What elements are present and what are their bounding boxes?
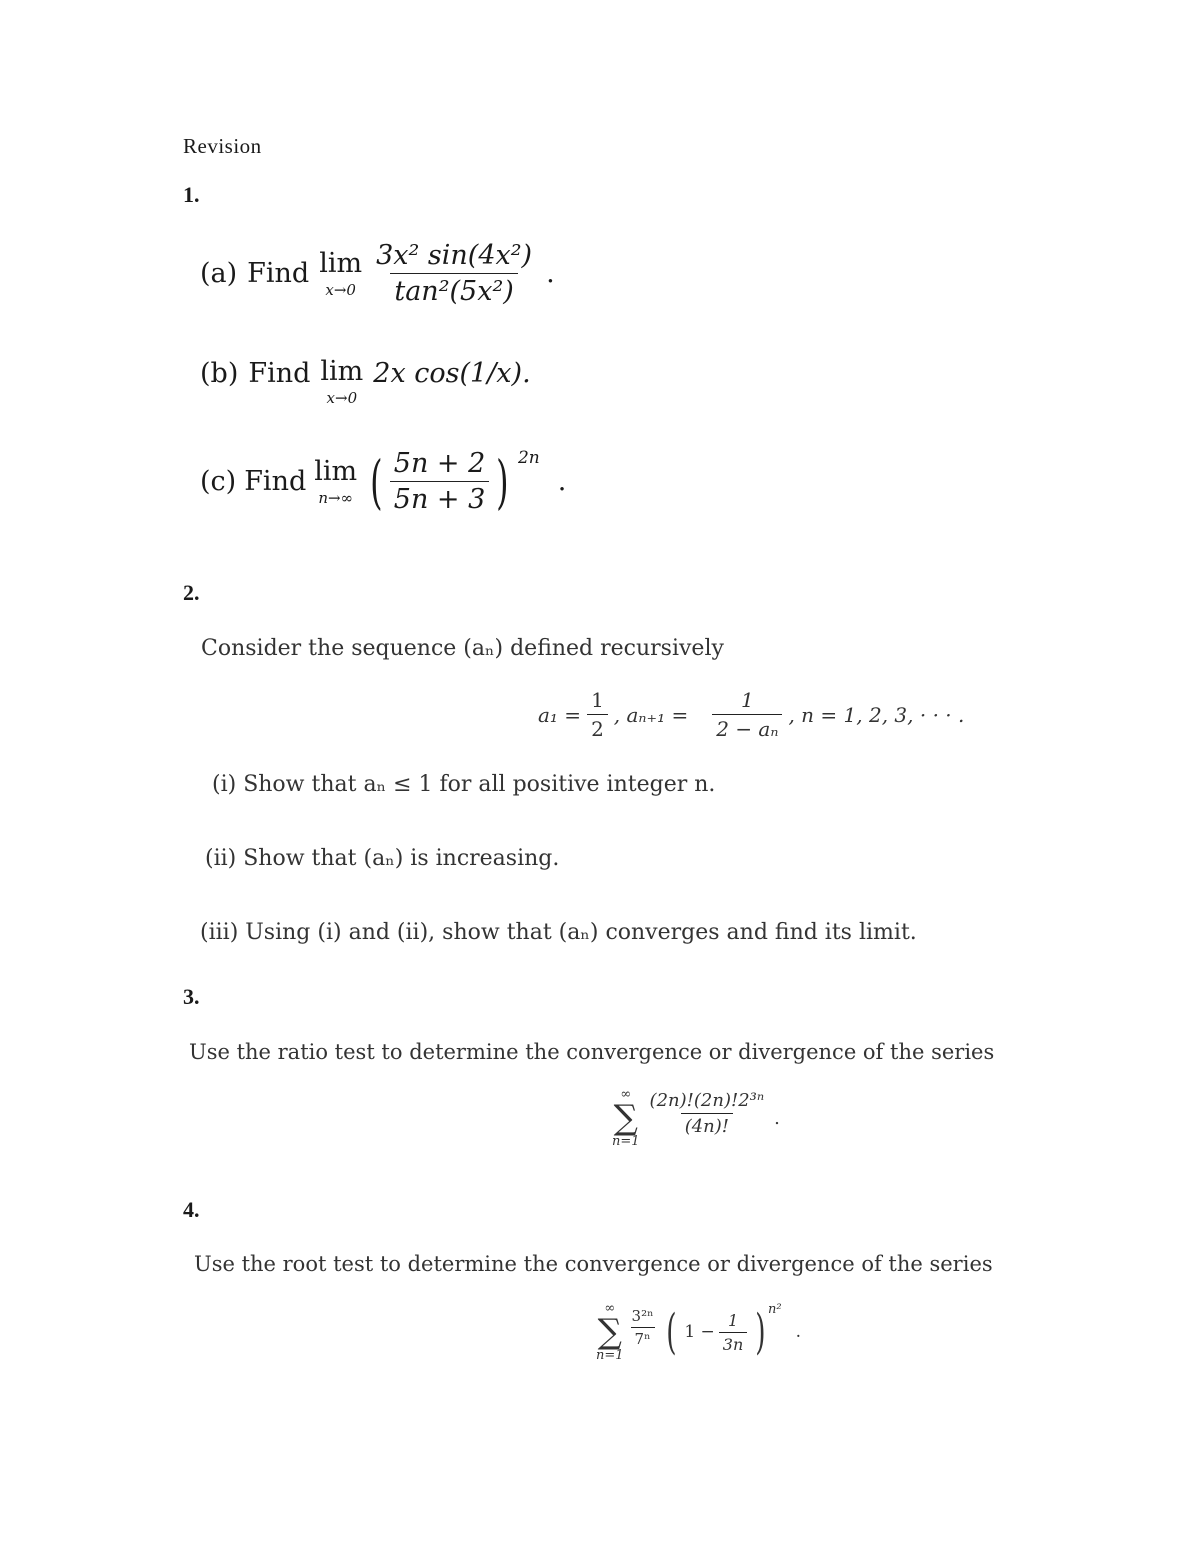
q2-half	[587, 688, 608, 741]
q2-rec-fraction	[712, 688, 782, 741]
q3-intro: Use the ratio test to determine the convergence or divergence of the series	[189, 1040, 995, 1064]
q1c-find: Find	[244, 466, 307, 497]
q2-intro: Consider the sequence (aₙ) defined recursively	[201, 636, 724, 661]
q3-series	[612, 1088, 780, 1148]
q1c-lim-text: lim	[314, 455, 358, 487]
q2-half-den: 2	[587, 714, 608, 741]
q4-inner-den: 3n	[719, 1332, 747, 1354]
q2-part-i: (i) Show that aₙ ≤ 1 for all positive integer n.	[212, 772, 716, 797]
q1a-numerator: 3x² sin(4x²)	[376, 240, 533, 271]
q4-coefficient	[628, 1307, 658, 1348]
q2-rec-tail: , n = 1, 2, 3, · · · .	[788, 702, 965, 727]
q4-left-paren: (	[665, 1304, 677, 1360]
q4-intro: Use the root test to determine the convergence or divergence of the series	[194, 1252, 993, 1276]
q2-an1: , aₙ₊₁ =	[613, 702, 689, 727]
q2-part-iii: (iii) Using (i) and (ii), show that (aₙ) converges and find its limit.	[200, 920, 917, 945]
q1b-label: (b)	[200, 358, 239, 389]
q4-exponent: n²	[768, 1302, 782, 1317]
question-1-number: 1.	[183, 182, 200, 207]
q3-sum	[612, 1088, 640, 1148]
q3-numerator: (2n)!(2n)!2³ⁿ	[649, 1089, 765, 1111]
q1b-expression: 2x cos(1/x).	[373, 358, 531, 389]
q2-part-ii: (ii) Show that (aₙ) is increasing.	[205, 846, 560, 871]
q4-end: .	[795, 1322, 802, 1342]
q1a-find: Find	[247, 258, 310, 289]
q1a-end: .	[546, 258, 555, 289]
sigma-icon: ∑	[613, 1098, 638, 1138]
question-1a	[200, 240, 555, 307]
question-3-number: 3.	[183, 984, 200, 1009]
question-1c	[200, 448, 566, 515]
q1a-fraction	[372, 240, 536, 307]
q1c-fraction	[390, 448, 490, 515]
q1c-label: (c)	[200, 466, 237, 497]
q2-a1: a₁ =	[538, 702, 582, 727]
q1c-numerator: 5n + 2	[393, 448, 486, 479]
q4-sum-bottom: n=1	[596, 1348, 624, 1363]
q2-half-num: 1	[591, 688, 604, 712]
q4-coef-num: 3²ⁿ	[631, 1306, 654, 1325]
page-title: Revision	[183, 134, 262, 158]
q1a-label: (a)	[200, 258, 238, 289]
q1c-lim-sub: n→∞	[318, 488, 354, 507]
q3-fraction	[646, 1090, 769, 1137]
q1c-end: .	[557, 466, 567, 497]
q4-sum	[596, 1302, 624, 1362]
q1c-limit	[314, 455, 358, 507]
q4-inner-num: 1	[727, 1310, 739, 1330]
q3-end: .	[774, 1107, 780, 1129]
q1b-find: Find	[248, 358, 311, 389]
sigma-icon: ∑	[597, 1312, 622, 1352]
q4-coef-den: 7ⁿ	[631, 1327, 655, 1348]
question-1b	[200, 358, 531, 406]
q3-sum-top: ∞	[620, 1087, 632, 1102]
q1a-limit	[319, 247, 363, 299]
q1b-lim-sub: x→0	[326, 389, 358, 407]
q4-series	[596, 1302, 801, 1362]
q1c-exponent: 2n	[517, 448, 540, 468]
q1a-lim-text: lim	[319, 247, 363, 279]
q1c-right-paren: )	[496, 447, 509, 516]
q1b-lim-text: lim	[320, 356, 364, 387]
q3-denominator: (4n)!	[681, 1113, 733, 1137]
q1a-denominator: tan²(5x²)	[390, 273, 517, 307]
q1c-left-paren: (	[370, 447, 383, 516]
q4-sum-top: ∞	[604, 1301, 616, 1316]
q4-right-paren: )	[755, 1304, 766, 1360]
q2-rec-num: 1	[740, 688, 754, 712]
q2-rec-den: 2 − aₙ	[712, 714, 782, 741]
question-2-number: 2.	[183, 580, 200, 605]
q2-recursion	[538, 688, 964, 741]
q3-sum-bottom: n=1	[612, 1134, 640, 1149]
q1b-limit	[320, 358, 363, 406]
q1c-denominator: 5n + 3	[390, 481, 490, 515]
q4-one-minus: 1 −	[684, 1322, 715, 1342]
q4-inner-fraction	[719, 1311, 747, 1354]
q1a-lim-sub: x→0	[325, 280, 356, 299]
question-4-number: 4.	[183, 1197, 200, 1222]
